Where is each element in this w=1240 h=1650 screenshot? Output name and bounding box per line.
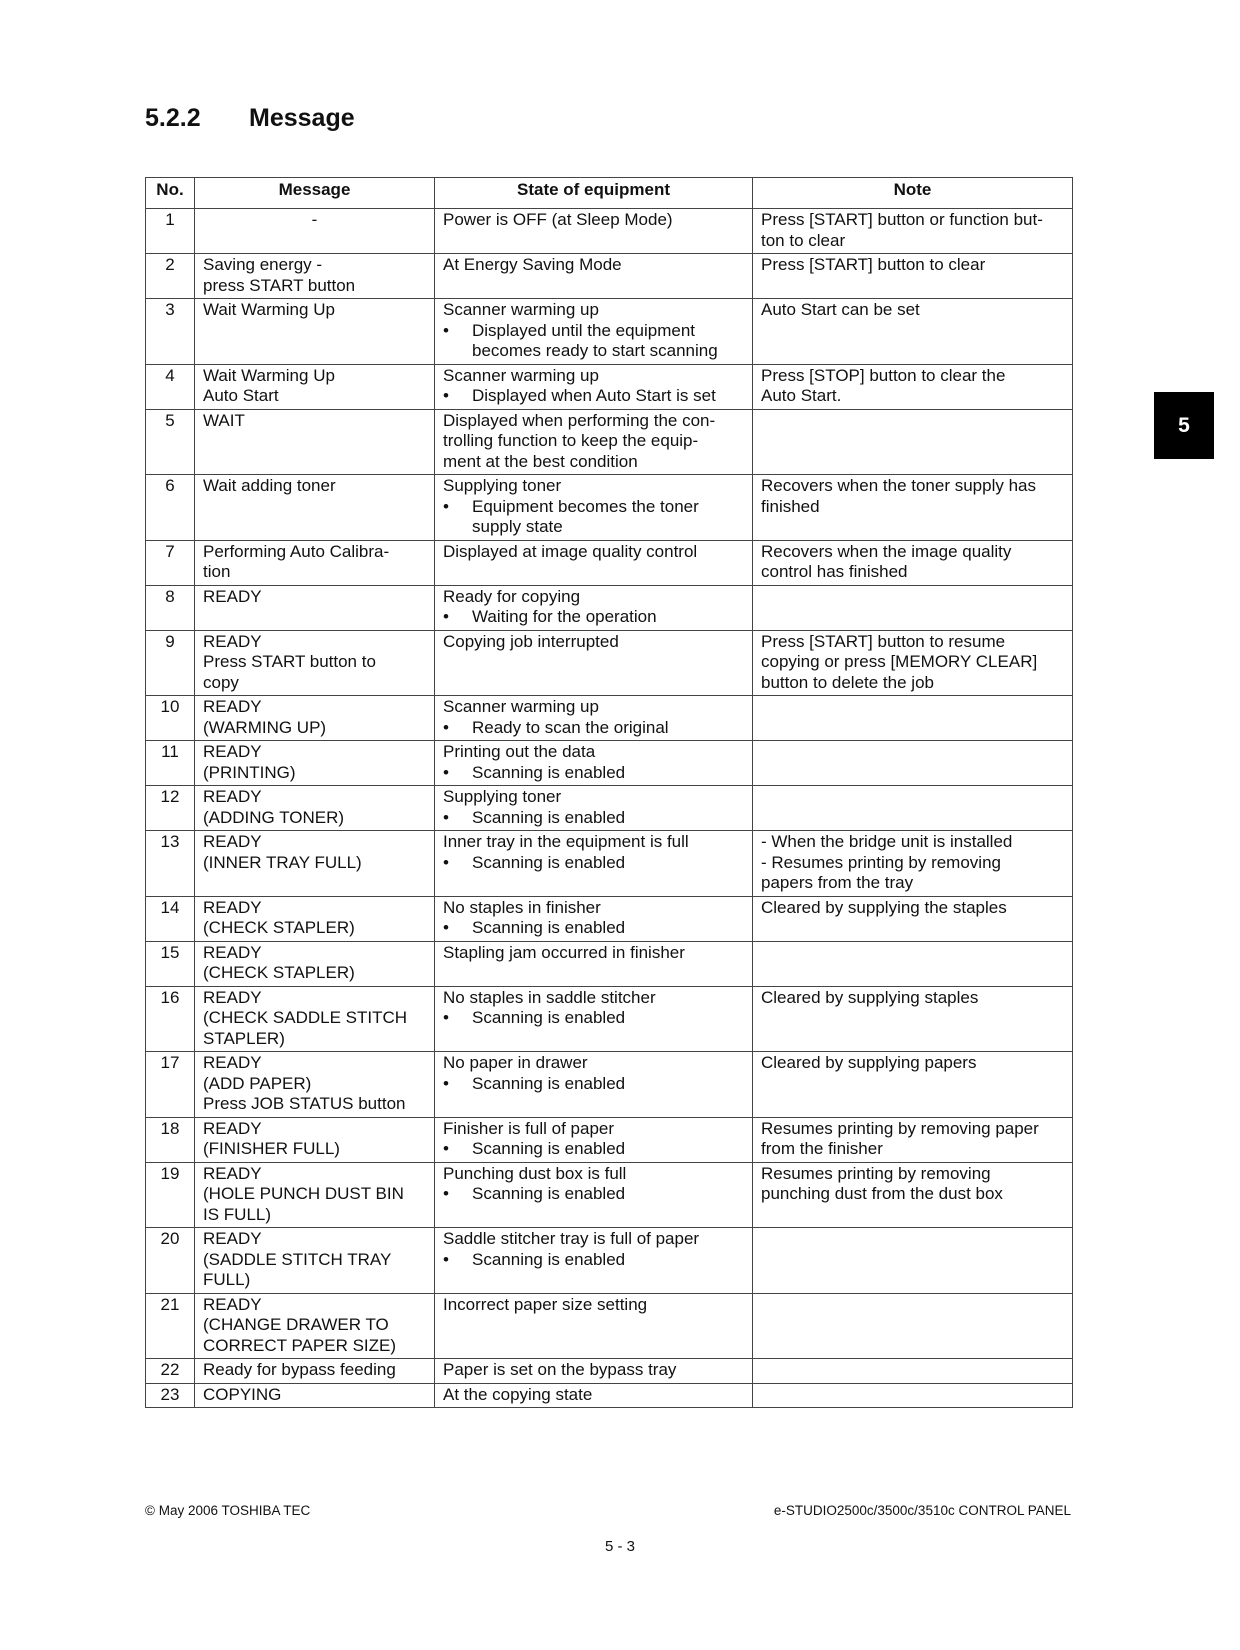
message-line: READY (203, 631, 262, 651)
note-cell (753, 1228, 1073, 1294)
state-cell (435, 1117, 753, 1162)
message-line: STAPLER) (203, 1028, 285, 1048)
row-number: 12 (146, 786, 195, 831)
message-cell (195, 630, 435, 696)
state-cell (435, 1162, 753, 1228)
state-line: Incorrect paper size setting (443, 1294, 648, 1314)
section-heading (145, 106, 355, 131)
table-row (146, 1383, 1073, 1408)
state-bullet-line: • Scanning is enabled (472, 1249, 626, 1269)
note-line: Press [START] button to clear (761, 255, 986, 274)
message-cell (195, 896, 435, 941)
state-bullet-line: • Scanning is enabled (472, 1139, 626, 1158)
state-bullet-line: • Scanning is enabled (472, 918, 626, 937)
row-number: 10 (146, 696, 195, 741)
message-line: Performing Auto Calibra- (203, 541, 390, 561)
message-line: Wait Warming Up (203, 365, 335, 385)
table-row (146, 786, 1073, 831)
state-line: Scanner warming up (443, 300, 599, 319)
note-cell (753, 1293, 1073, 1359)
message-line: READY (203, 1294, 262, 1314)
table-row (146, 1293, 1073, 1359)
message-cell (195, 364, 435, 409)
note-cell (753, 1162, 1073, 1228)
note-cell (753, 941, 1073, 986)
note-line: Auto Start can be set (761, 300, 920, 319)
state-line: Printing out the data (443, 742, 596, 761)
state-cell (435, 696, 753, 741)
message-cell (195, 741, 435, 786)
note-line: papers from the tray (761, 873, 914, 892)
state-bullet (443, 808, 744, 829)
note-cell (753, 1383, 1073, 1408)
table-row (146, 1228, 1073, 1294)
state-bullet (443, 1250, 744, 1271)
message-cell (195, 1383, 435, 1408)
note-cell (753, 1052, 1073, 1118)
note-line: Cleared by supplying the staples (761, 897, 1007, 917)
note-line: Cleared by supplying papers (761, 1053, 977, 1072)
message-cell (195, 1117, 435, 1162)
table-row (146, 941, 1073, 986)
message-line: READY (203, 787, 262, 806)
note-line: Recovers when the image quality (761, 541, 1012, 561)
row-number: 8 (146, 585, 195, 630)
state-cell (435, 299, 753, 365)
state-bullet (443, 607, 744, 628)
state-cell (435, 896, 753, 941)
note-cell (753, 896, 1073, 941)
note-line: ton to clear (761, 230, 846, 250)
state-line: Power is OFF (at Sleep Mode) (443, 210, 673, 229)
message-cell (195, 1228, 435, 1294)
message-line: tion (203, 562, 231, 581)
note-cell (753, 630, 1073, 696)
message-line: press START button (203, 275, 356, 295)
message-line: copy (203, 672, 239, 692)
state-bullet (443, 718, 744, 739)
state-bullet-line: • Equipment becomes the toner (472, 496, 699, 516)
state-bullet (443, 1184, 744, 1205)
header-no: No. (146, 178, 195, 209)
state-bullet (443, 321, 744, 362)
table-row (146, 1117, 1073, 1162)
state-cell (435, 741, 753, 786)
state-line: No paper in drawer (443, 1053, 588, 1072)
table-row (146, 254, 1073, 299)
row-number: 5 (146, 409, 195, 475)
message-line: (CHECK STAPLER) (203, 963, 355, 982)
state-line: At the copying state (443, 1384, 593, 1404)
message-cell (195, 409, 435, 475)
note-cell (753, 986, 1073, 1052)
state-bullet-line: • Displayed when Auto Start is set (472, 386, 716, 405)
row-number: 9 (146, 630, 195, 696)
state-line: No staples in finisher (443, 897, 601, 917)
state-line: Scanner warming up (443, 365, 599, 385)
table-row (146, 831, 1073, 897)
row-number: 4 (146, 364, 195, 409)
message-cell (195, 209, 435, 254)
state-bullet (443, 1139, 744, 1160)
state-bullet-line: • Scanning is enabled (472, 1008, 626, 1027)
state-bullet-line: becomes ready to start scanning (472, 341, 718, 360)
message-line: WAIT (203, 410, 245, 430)
state-line: ment at the best condition (443, 451, 638, 471)
note-cell (753, 209, 1073, 254)
row-number: 18 (146, 1117, 195, 1162)
note-cell (753, 1117, 1073, 1162)
state-line: Displayed at image quality control (443, 541, 698, 561)
table-row (146, 1052, 1073, 1118)
message-line: (WARMING UP) (203, 717, 327, 737)
note-line: - When the bridge unit is installed (761, 832, 1013, 851)
note-cell (753, 696, 1073, 741)
message-line: (CHECK STAPLER) (203, 918, 355, 937)
table-row (146, 896, 1073, 941)
message-line: COPYING (203, 1384, 282, 1404)
message-line: (SADDLE STITCH TRAY (203, 1249, 392, 1269)
table-row (146, 364, 1073, 409)
message-cell (195, 540, 435, 585)
state-bullet (443, 853, 744, 874)
state-cell (435, 209, 753, 254)
note-cell (753, 741, 1073, 786)
note-cell (753, 585, 1073, 630)
note-line: - Resumes printing by removing (761, 852, 1001, 872)
state-line: Copying job interrupted (443, 631, 619, 651)
message-line: READY (203, 1163, 262, 1183)
note-cell (753, 254, 1073, 299)
state-bullet (443, 918, 744, 939)
note-line: Press [STOP] button to clear the (761, 365, 1006, 385)
message-cell (195, 1052, 435, 1118)
row-number: 16 (146, 986, 195, 1052)
row-number: 20 (146, 1228, 195, 1294)
state-cell (435, 1383, 753, 1408)
note-line: Recovers when the toner supply has (761, 476, 1036, 495)
table-row (146, 585, 1073, 630)
note-line: button to delete the job (761, 672, 934, 692)
state-bullet-line: • Displayed until the equipment (472, 320, 696, 340)
state-bullet (443, 386, 744, 407)
message-line: Press JOB STATUS button (203, 1094, 406, 1113)
note-cell (753, 831, 1073, 897)
row-number: 2 (146, 254, 195, 299)
row-number: 23 (146, 1383, 195, 1408)
state-bullet-line: • Scanning is enabled (472, 852, 626, 872)
message-line: CORRECT PAPER SIZE) (203, 1335, 397, 1355)
header-state: State of equipment (435, 178, 753, 209)
table-row (146, 1359, 1073, 1384)
message-line: (CHECK SADDLE STITCH (203, 1008, 408, 1027)
message-cell (195, 1359, 435, 1384)
note-line: Resumes printing by removing paper (761, 1118, 1039, 1138)
message-cell (195, 1293, 435, 1359)
table-row (146, 540, 1073, 585)
message-line: Wait Warming Up (203, 300, 335, 319)
state-line: Stapling jam occurred in finisher (443, 942, 685, 962)
section-number: 5.2.2 (145, 104, 201, 132)
table-body (146, 209, 1073, 1408)
message-line: IS FULL) (203, 1204, 272, 1224)
note-cell (753, 475, 1073, 541)
state-line: Punching dust box is full (443, 1163, 627, 1183)
state-cell (435, 986, 753, 1052)
state-line: Finisher is full of paper (443, 1118, 615, 1138)
state-cell (435, 475, 753, 541)
row-number: 3 (146, 299, 195, 365)
table-row (146, 299, 1073, 365)
message-cell (195, 986, 435, 1052)
message-line: READY (203, 897, 262, 917)
message-cell (195, 475, 435, 541)
note-cell (753, 540, 1073, 585)
message-line: READY (203, 1229, 262, 1248)
message-line: - (311, 210, 318, 229)
note-cell (753, 364, 1073, 409)
state-bullet-line: • Scanning is enabled (472, 1184, 626, 1203)
state-line: At Energy Saving Mode (443, 255, 622, 274)
message-line: Saving energy - (203, 255, 323, 274)
chapter-tab: 5 (1154, 392, 1214, 459)
row-number: 14 (146, 896, 195, 941)
footer-copyright: © May 2006 TOSHIBA TEC (145, 1503, 311, 1518)
row-number: 19 (146, 1162, 195, 1228)
state-bullet-line: • Waiting for the operation (472, 607, 657, 626)
state-cell (435, 585, 753, 630)
message-line: READY (203, 987, 262, 1007)
row-number: 22 (146, 1359, 195, 1384)
state-bullet (443, 763, 744, 784)
message-line: (HOLE PUNCH DUST BIN (203, 1184, 404, 1203)
state-cell (435, 1293, 753, 1359)
header-note: Note (753, 178, 1073, 209)
state-cell (435, 630, 753, 696)
header-message: Message (195, 178, 435, 209)
footer-product: e-STUDIO2500c/3500c/3510c CONTROL PANEL (773, 1503, 1071, 1518)
row-number: 21 (146, 1293, 195, 1359)
state-cell (435, 540, 753, 585)
table-row (146, 741, 1073, 786)
state-line: Displayed when performing the con- (443, 410, 716, 430)
table-row (146, 986, 1073, 1052)
message-line: Wait adding toner (203, 476, 336, 495)
table-row (146, 1162, 1073, 1228)
message-line: (INNER TRAY FULL) (203, 852, 362, 872)
state-cell (435, 786, 753, 831)
message-cell (195, 831, 435, 897)
note-cell (753, 1359, 1073, 1384)
table-row (146, 209, 1073, 254)
state-cell (435, 941, 753, 986)
state-bullet-line: • Scanning is enabled (472, 1073, 626, 1093)
state-cell (435, 409, 753, 475)
state-line: Supplying toner (443, 476, 562, 495)
message-line: (PRINTING) (203, 762, 296, 782)
note-line: Press [START] button to resume (761, 631, 1006, 651)
message-cell (195, 696, 435, 741)
message-line: READY (203, 1053, 262, 1072)
page-number: 5 - 3 (604, 1538, 635, 1555)
table-header-row (146, 178, 1073, 209)
note-line: Press [START] button or function but- (761, 210, 1043, 229)
state-line: Inner tray in the equipment is full (443, 832, 689, 851)
row-number: 1 (146, 209, 195, 254)
message-table (145, 177, 1073, 1408)
state-bullet-line: • Ready to scan the original (472, 717, 669, 737)
row-number: 6 (146, 475, 195, 541)
note-cell (753, 786, 1073, 831)
state-cell (435, 364, 753, 409)
note-line: finished (761, 496, 820, 516)
state-line: Saddle stitcher tray is full of paper (443, 1229, 700, 1248)
message-line: READY (203, 586, 262, 606)
table-row (146, 409, 1073, 475)
state-line: Paper is set on the bypass tray (443, 1360, 677, 1379)
state-bullet-line: • Scanning is enabled (472, 762, 626, 782)
message-line: (FINISHER FULL) (203, 1139, 340, 1158)
message-cell (195, 254, 435, 299)
state-line: Scanner warming up (443, 697, 599, 716)
note-cell (753, 299, 1073, 365)
state-line: Supplying toner (443, 787, 562, 806)
state-bullet (443, 1074, 744, 1095)
note-line: control has finished (761, 562, 908, 581)
section-title: Message (249, 104, 355, 132)
message-cell (195, 1162, 435, 1228)
message-cell (195, 786, 435, 831)
state-cell (435, 1359, 753, 1384)
message-cell (195, 941, 435, 986)
message-line: FULL) (203, 1270, 251, 1289)
state-line: Ready for copying (443, 586, 581, 606)
state-cell (435, 254, 753, 299)
state-line: No staples in saddle stitcher (443, 987, 656, 1007)
state-cell (435, 1052, 753, 1118)
state-bullet-line: • Scanning is enabled (472, 807, 626, 827)
message-cell (195, 585, 435, 630)
note-line: from the finisher (761, 1139, 883, 1158)
message-line: READY (203, 832, 262, 851)
state-cell (435, 1228, 753, 1294)
note-line: Auto Start. (761, 386, 842, 405)
state-bullet-line: supply state (472, 517, 563, 536)
table-row (146, 696, 1073, 741)
message-line: READY (203, 742, 262, 761)
state-bullet (443, 1008, 744, 1029)
note-line: Resumes printing by removing (761, 1163, 991, 1183)
row-number: 11 (146, 741, 195, 786)
state-line: trolling function to keep the equip- (443, 431, 699, 450)
row-number: 15 (146, 941, 195, 986)
note-line: copying or press [MEMORY CLEAR] (761, 652, 1038, 671)
row-number: 13 (146, 831, 195, 897)
message-line: READY (203, 1118, 262, 1138)
note-line: punching dust from the dust box (761, 1184, 1003, 1203)
message-line: (CHANGE DRAWER TO (203, 1315, 389, 1334)
message-line: Auto Start (203, 386, 279, 405)
table-row (146, 630, 1073, 696)
message-line: READY (203, 942, 262, 962)
message-line: (ADDING TONER) (203, 807, 345, 827)
message-cell (195, 299, 435, 365)
row-number: 17 (146, 1052, 195, 1118)
state-bullet (443, 497, 744, 538)
state-cell (435, 831, 753, 897)
message-line: READY (203, 697, 262, 716)
message-line: Press START button to (203, 652, 376, 671)
note-line: Cleared by supplying staples (761, 987, 979, 1007)
row-number: 7 (146, 540, 195, 585)
note-cell (753, 409, 1073, 475)
message-line: (ADD PAPER) (203, 1073, 312, 1093)
table-row (146, 475, 1073, 541)
message-line: Ready for bypass feeding (203, 1360, 396, 1379)
